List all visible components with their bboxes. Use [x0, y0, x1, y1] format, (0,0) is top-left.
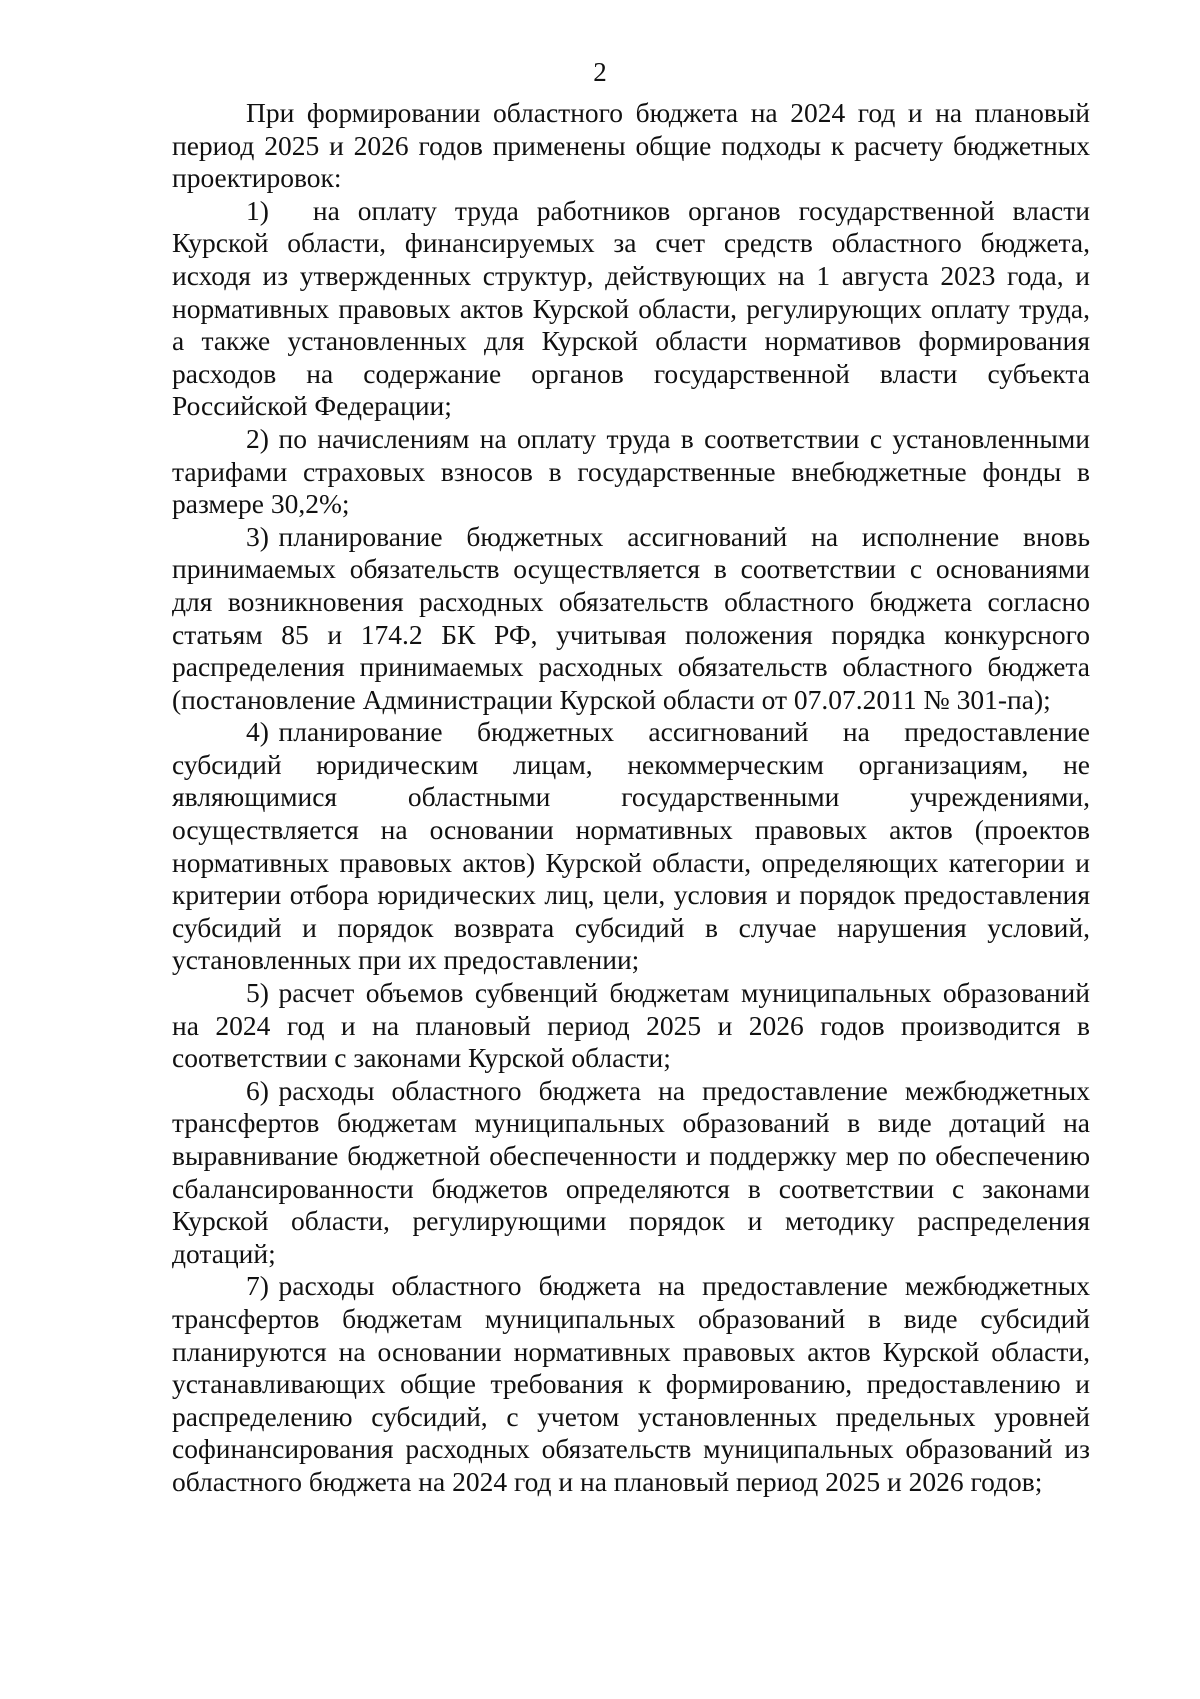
- list-item-3: [172, 521, 1090, 717]
- list-item-1: [172, 195, 1090, 423]
- page-number: 2: [593, 57, 607, 87]
- list-item-number: 5): [246, 977, 269, 1009]
- list-item-text: планирование бюджетных ассигнований на предоставление субсидий юридическим лицам, некоммерческим организациям, не являющимися областными государственными учреждениями, осуществляется на основании нормативных правовых актов (проектов нормативных правовых актов) Курской области, определяющих категории и критерии отбора юридических лиц, цели, условия и порядок предоставления субсидий и порядок возврата субсидий в случае нарушения условий, установленных при их предоставлении;: [172, 716, 1090, 976]
- list-item-7: [172, 1270, 1090, 1498]
- document-body: [172, 97, 1090, 1499]
- list-item-text: расходы областного бюджета на предоставление межбюджетных трансфертов бюджетам муниципальных образований в виде дотаций на выравнивание бюджетной обеспеченности и поддержку мер по обеспечению сбалансированности бюджетов определяются в соответствии с законами Курской области, регулирующими порядок и методику распределения дотаций;: [172, 1074, 1090, 1269]
- list-item-number: 6): [246, 1074, 269, 1106]
- list-item-text: по начислениям на оплату труда в соответствии с установленными тарифами страховых взносов в государственные внебюджетные фонды в размере 30,2%;: [172, 422, 1090, 520]
- list-item-5: [172, 977, 1090, 1075]
- list-item-number: 1): [246, 194, 269, 226]
- list-item-number: 7): [246, 1270, 269, 1302]
- list-item-text: расчет объемов субвенций бюджетам муниципальных образований на 2024 год и на плановый период 2025 и 2026 годов производится в соответствии с законами Курской области;: [172, 977, 1090, 1074]
- intro-paragraph: [172, 97, 1090, 195]
- list-item-6: [172, 1075, 1090, 1271]
- list-item-number: 2): [246, 422, 269, 454]
- list-item-2: [172, 423, 1090, 521]
- list-item-text: планирование бюджетных ассигнований на исполнение вновь принимаемых обязательств осуществляется в соответствии с основаниями для возникновения расходных обязательств областного бюджета согласно статьям 85 и 174.2 БК РФ, учитывая положения порядка конкурсного распределения принимаемых расходных обязательств областного бюджета (постановление Администрации Курской области от 07.07.2011 № 301-па);: [172, 520, 1090, 715]
- list-item-number: 3): [246, 520, 269, 552]
- list-item-text: расходы областного бюджета на предоставление межбюджетных трансфертов бюджетам муниципальных образований в виде субсидий планируются на основании нормативных правовых актов Курской области, устанавливающих общие требования к формированию, предоставлению и распределению субсидий, с учетом установленных предельных уровней софинансирования расходных обязательств муниципальных образований из областного бюджета на 2024 год и на плановый период 2025 и 2026 годов;: [172, 1270, 1090, 1497]
- list-item-4: [172, 716, 1090, 977]
- list-item-number: 4): [246, 716, 269, 748]
- list-item-text: на оплату труда работников органов государственной власти Курской области, финансируемых за счет средств областного бюджета, исходя из утвержденных структур, действующих на 1 августа 2023 года, и нормативных правовых актов Курской области, регулирующих оплату труда, а также установленных для Курской области нормативов формирования расходов на содержание органов государственной власти субъекта Российской Федерации;: [172, 194, 1090, 422]
- intro-text: При формировании областного бюджета на 2024 год и на плановый период 2025 и 2026 годов применены общие подходы к расчету бюджетных проектировок:: [172, 97, 1090, 194]
